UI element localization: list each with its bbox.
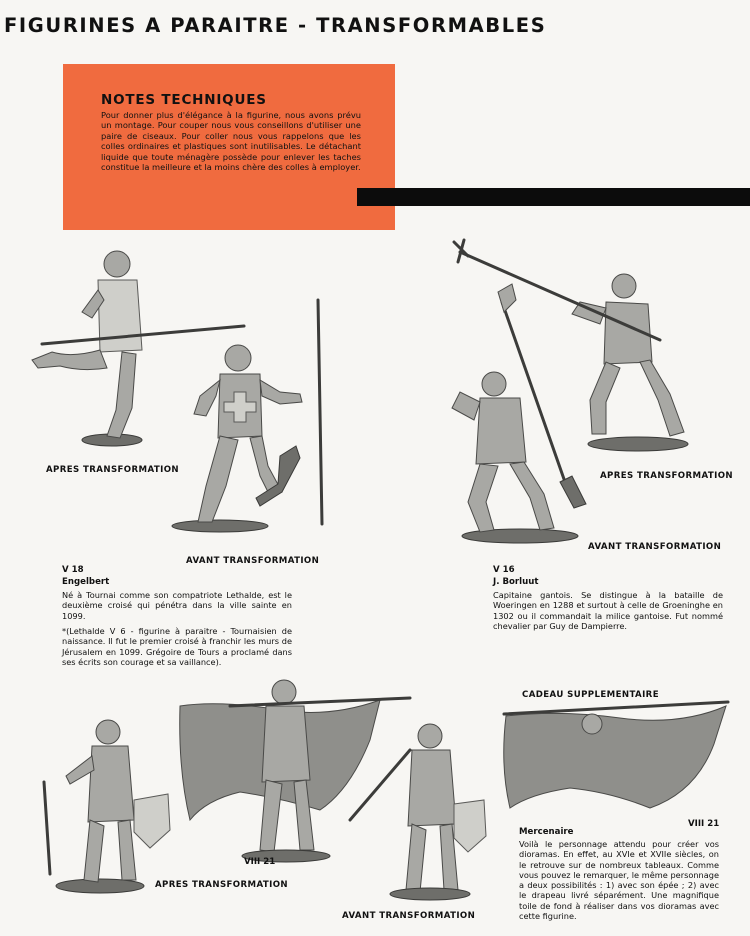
group1-code: V 18 [62,565,84,575]
group3-before-caption: AVANT TRANSFORMATION [342,911,476,921]
group3-after-caption: APRES TRANSFORMATION [155,880,289,890]
group2-name: J. Borluut [493,577,539,587]
figure-crusader-with-spear-illustration [150,296,350,536]
figure-pikeman-illustration [440,232,740,552]
group3-name: Mercenaire [519,827,574,837]
figure-banner-gift-illustration [500,696,732,816]
gift-caption: CADEAU SUPPLEMENTAIRE [522,690,659,700]
group1-note: *(Lethalde V 6 - figurine à paraitre - Tournaisien de naissance. Il fut le premier croisé à franchir les murs de Jérusalem en 1099. Grégoire de Tours a proclamé dans ses écrits son courage et sa vaillance). [62,626,292,667]
group1-after-caption: APRES TRANSFORMATION [46,465,180,475]
group3-code-right: VIII 21 [688,819,720,829]
technical-notes-body: Pour donner plus d'élégance à la figurine, nous avons prévu un montage. Pour couper nous vous conseillons d'utiliser une paire de ciseaux. Pour coller nous vous rappelons que les colles ordinaires et plastiques sont inutilisables. Le détachant liquide que toute ménagère possède pour enlever les taches constitue la meilleure et la moins chère des colles à employer. [101,110,361,173]
group2-after-caption: APRES TRANSFORMATION [600,471,734,481]
group2-code: V 16 [493,565,515,575]
page-title: FIGURINES A PARAITRE - TRANSFORMABLES [4,14,547,37]
group1-description: Né à Tournai comme son compatriote Lethalde, est le deuxième croisé qui pénétra dans la ville sainte en 1099. [62,590,292,621]
decorative-bar [357,188,750,206]
figure-mercenary-illustrations [30,680,500,910]
group3-description: Voilà le personnage attendu pour créer vos dioramas. En effet, au XVIe et XVIIe siècles, on le retrouve sur de nombreux tableaux. Comme vous pouvez le remarquer, le même personnage a deux possibilités : 1) avec son épée ; 2) avec le drapeau livré séparément. Une magnifique toile de fond à réaliser dans vos dioramas avec cette figurine. [519,839,719,922]
group1-name: Engelbert [62,577,110,587]
group3-code-left: VIII 21 [244,857,276,867]
group2-before-caption: AVANT TRANSFORMATION [588,542,722,552]
group1-before-caption: AVANT TRANSFORMATION [186,556,320,566]
technical-notes-title: NOTES TECHNIQUES [101,92,267,108]
group2-description: Capitaine gantois. Se distingue à la bataille de Woeringen en 1288 et surtout à celle de Groeninghe en 1302 ou il commandait la milice gantoise. Fut nommé chevalier par Guy de Dampierre. [493,590,723,631]
